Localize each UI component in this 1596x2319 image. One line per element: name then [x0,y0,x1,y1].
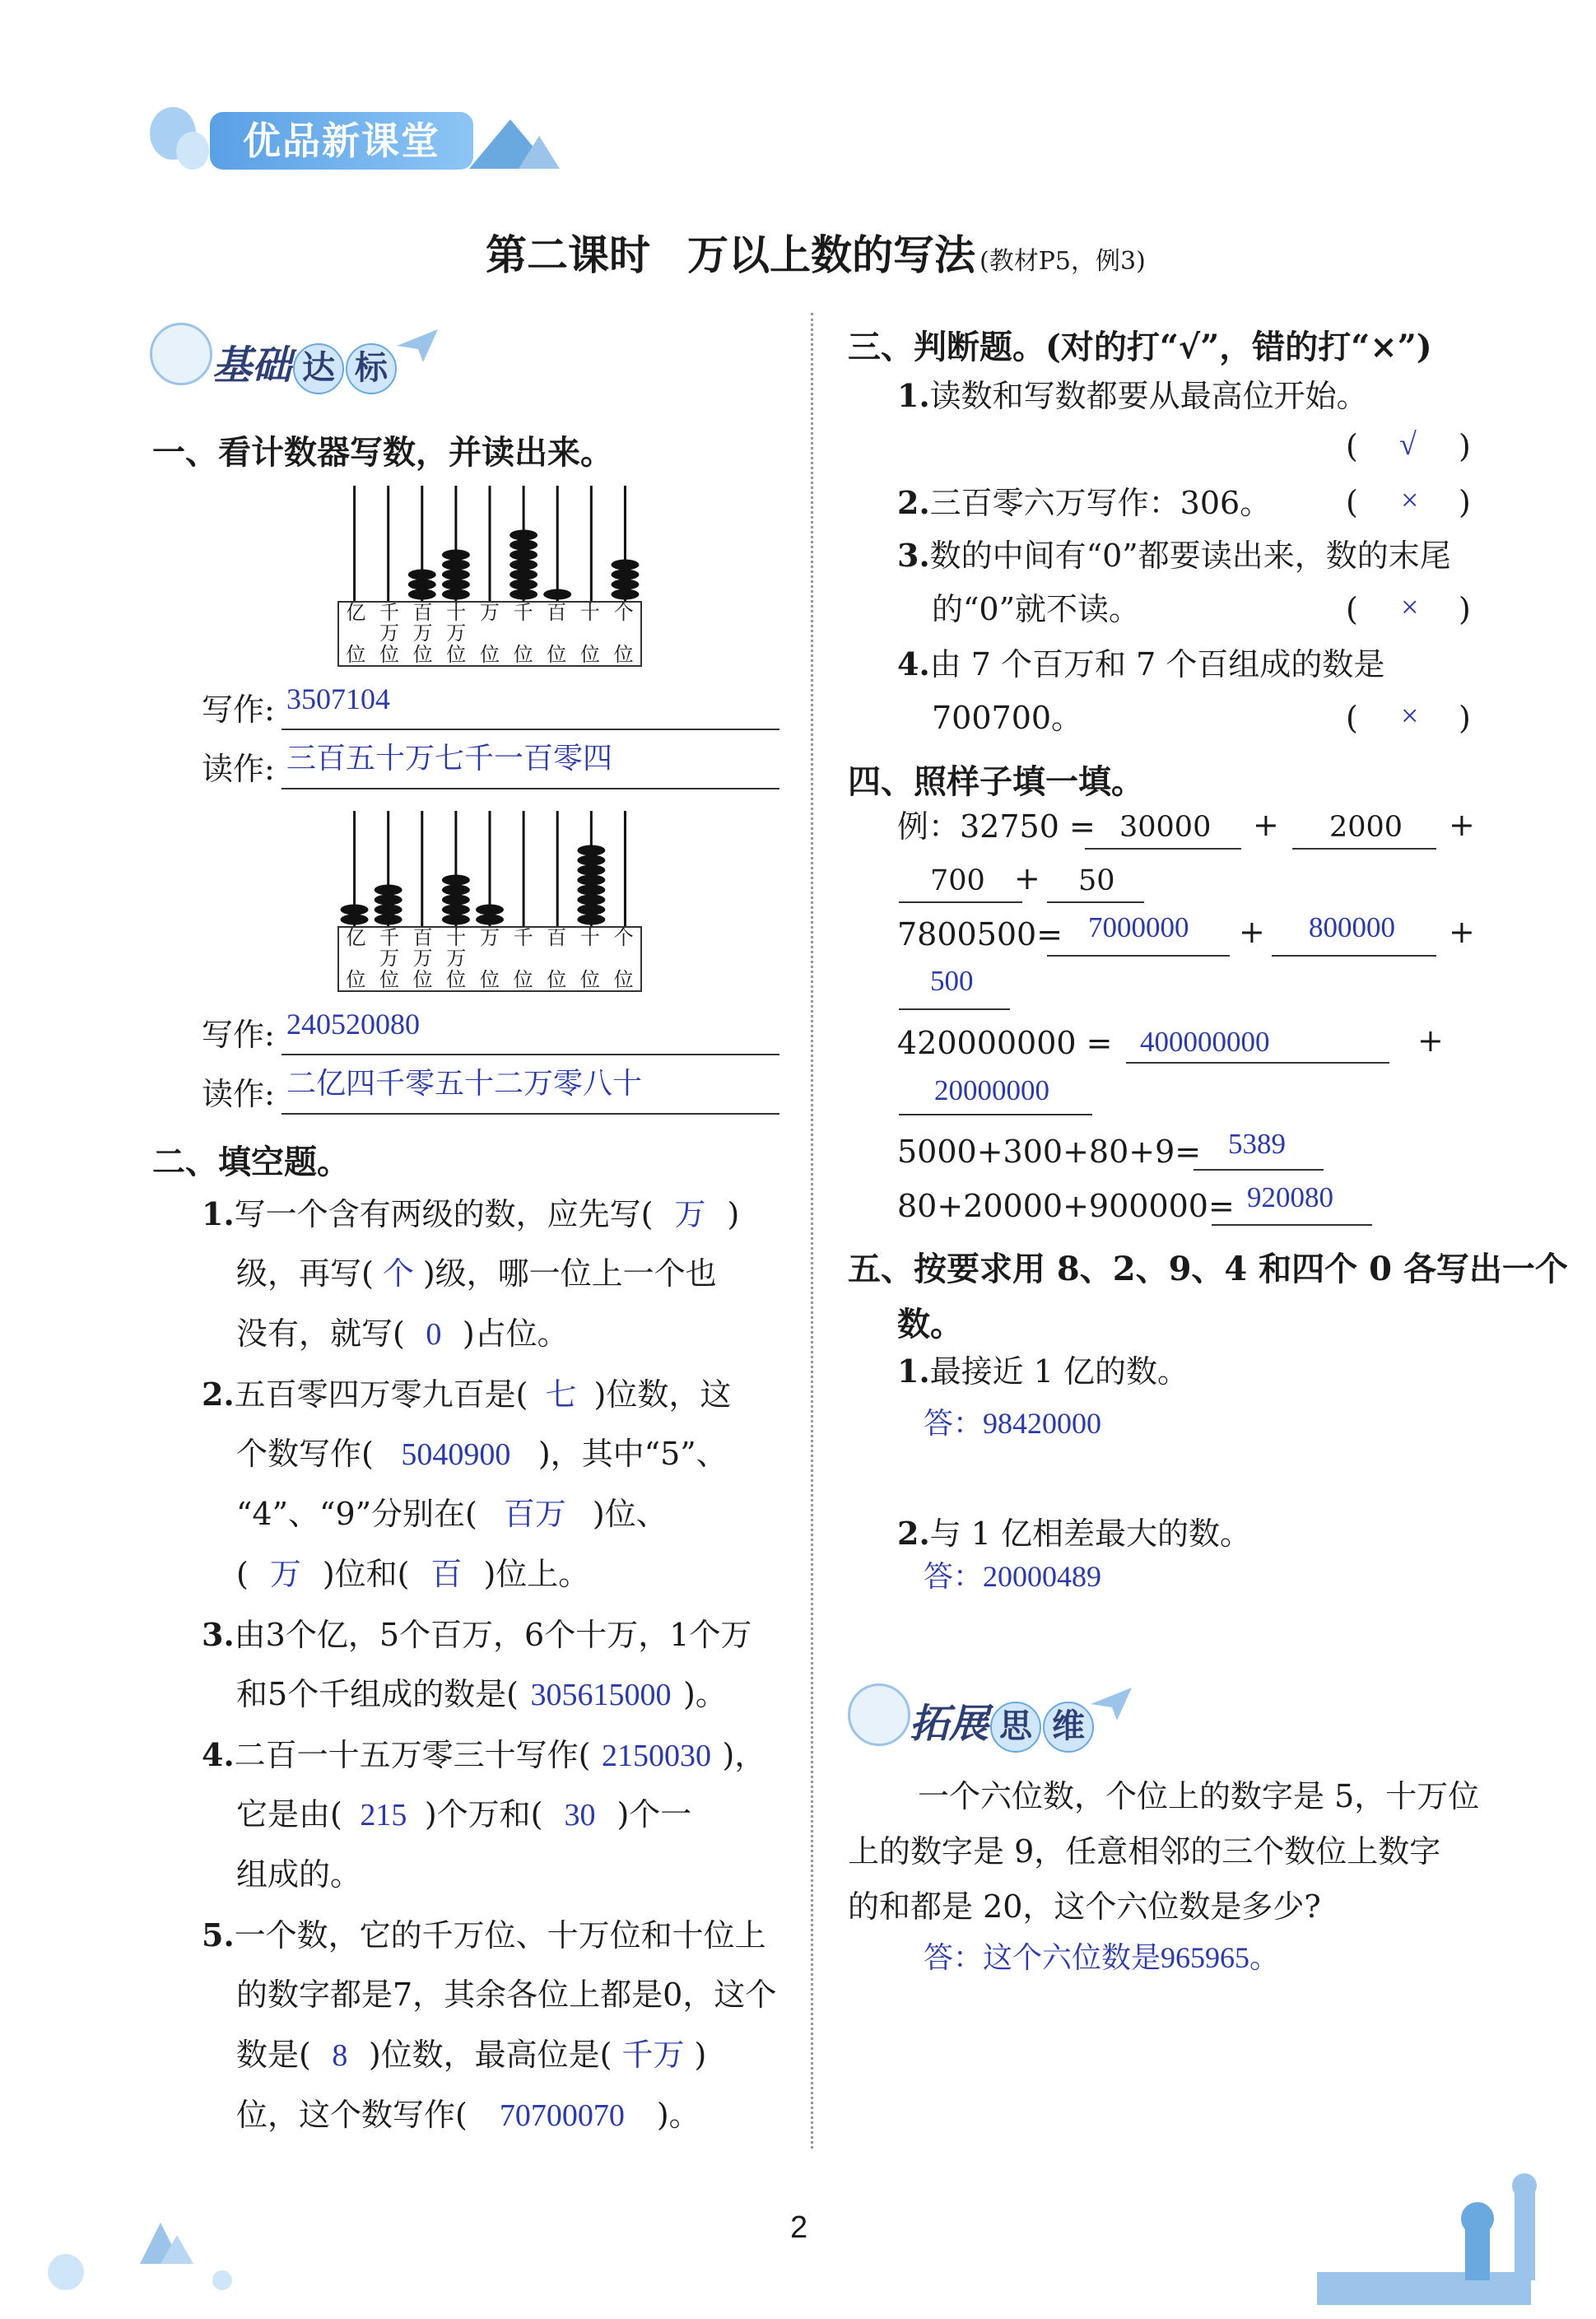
abacus-bead [510,540,537,551]
abacus-bead [442,905,470,915]
panda-mascot-icon [150,323,212,385]
q5-item-1-answer: 答：98420000 [924,1407,1102,1440]
balloon-decoration-icon [176,132,209,170]
abacus-place-label: 十 位 [579,601,600,666]
abacus-bead [375,915,402,925]
abacus-place-label: 万 位 [479,601,500,666]
q4-r2-line-2 [899,1114,1092,1115]
q4-r3-ans: 5389 [1228,1128,1286,1160]
q3-item-4-paren-open: ( [1346,700,1358,736]
abacus-1-labels [337,601,642,667]
q1-heading: 一、看计数器写数，并读出来。 [152,433,613,472]
abacus-bead [375,895,402,906]
q3-item-2-answer: × [1401,483,1419,518]
abacus-bead [341,915,369,925]
panda-mascot-icon [848,1683,910,1746]
q2-item-5-line-4: 位，这个数写作( 70700070 )。 [236,2097,700,2133]
q4-r1-line-2 [1272,955,1436,957]
textbook-reference: (教材P5，例3) [979,247,1146,276]
q2-item-2-line-2: 个数写作( 5040900 )，其中“5”、 [236,1436,728,1472]
abacus-1 [337,486,642,601]
q4-r1-ans-3: 500 [930,965,974,997]
abacus-bead [577,905,605,915]
q4-ex-line-4 [1047,901,1144,903]
q2-item-1-line-1: 1.写一个含有两级的数，应先写( 万 ) [202,1195,740,1232]
q4-r4-ans: 920080 [1247,1181,1333,1213]
q2-item-3-line-1: 3.由3个亿，5个百万，6个十万，1个万 [202,1616,752,1653]
abacus-bead [442,895,470,906]
q3-item-3-paren-open: ( [1346,591,1358,627]
extend-answer: 答：这个六位数是965965。 [924,1941,1280,1974]
q1-write-answer-2: 240520080 [286,1008,420,1041]
q4-r2-ans-2: 20000000 [934,1074,1049,1106]
abacus-place-label: 个 位 [613,601,634,666]
q3-item-4-paren-close: ) [1459,700,1471,736]
extend-question-line-3: 的和都是 20，这个六位数是多少? [848,1888,1321,1925]
q4-r4-lhs: 80+20000+900000= [897,1188,1235,1224]
q5-item-1-text: 1.最接近 1 亿的数。 [897,1353,1189,1390]
q3-item-2-paren-open: ( [1346,484,1358,520]
q2-item-4-line-2: 它是由( 215 )个万和( 30 )个一 [236,1796,692,1832]
q4-example-lhs: 例：32750 = [897,808,1096,845]
abacus-bead [543,589,571,600]
abacus-bead [442,875,470,886]
q4-r1-lhs: 7800500= [897,916,1063,952]
q4-ex-val-3: 700 [930,864,985,897]
abacus-bead [611,589,639,600]
q1-read-answer-1: 三百五十万七千一百零四 [286,742,613,775]
q4-r1-line-1 [1047,955,1230,957]
q2-item-2-line-3: “4”、“9”分别在( 百万 )位、 [236,1496,668,1532]
abacus-place-label: 亿 位 [346,601,366,666]
abacus-bead [408,570,436,580]
q1-write-label-2: 写作: [202,1017,275,1053]
abacus-bead [408,580,436,590]
q4-r2-lhs: 420000000 = [897,1025,1113,1061]
q4-plus: + [1417,1022,1444,1059]
q4-plus: + [1239,914,1265,950]
q2-item-1-line-2: 级，再写( 个 )级，哪一位上一个也 [236,1255,717,1292]
abacus-bead [577,915,605,925]
q4-r1-line-3 [899,1008,1010,1010]
abacus-bead [611,580,639,590]
q2-item-2-line-1: 2.五百零四万零九百是( 七 )位数，这 [202,1376,732,1413]
q4-r1-ans-1: 7000000 [1088,911,1189,943]
abacus-bead [408,589,436,600]
q3-item-1-text: 1.读数和写数都要从最高位开始。 [897,377,1368,414]
q4-plus: + [1449,807,1475,843]
abacus-bead [611,560,639,570]
section-basic-label: 基础 达 标 [212,333,397,394]
q5-heading-line-1: 五、按要求用 8、2、9、4 和四个 0 各写出一个 [848,1250,1568,1288]
q2-item-5-line-2: 的数字都是7，其余各位上都是0，这个 [236,1977,777,2013]
abacus-bead [442,589,470,600]
abacus-place-label: 千 万 位 [379,601,399,666]
abacus-bead [510,589,537,600]
q3-heading: 三、判断题。(对的打“√”，错的打“×”) [848,328,1432,366]
q4-r4-line [1212,1224,1372,1226]
footer-castle-icon [1301,2173,1580,2313]
q5-item-2-text: 2.与 1 亿相差最大的数。 [897,1515,1252,1552]
abacus-bead [476,915,504,925]
q4-plus: + [1014,860,1040,896]
q1-write-line-2 [282,1054,779,1055]
lesson-number: 第二课时 [486,231,650,279]
q2-heading: 二、填空题。 [152,1143,350,1181]
q1-write-line-1 [282,729,779,730]
q2-item-2-line-4: ( 万 )位和( 百 )位上。 [236,1556,590,1592]
abacus-place-label: 十 位 [579,926,600,991]
abacus-bead [577,895,605,906]
q4-ex-val-1: 30000 [1119,811,1212,844]
abacus-bead [577,845,605,856]
q3-item-4-text-1: 4.由 7 个百万和 7 个百组成的数是 [897,645,1385,682]
q4-plus: + [1449,914,1475,950]
q3-item-2-text: 2.三百零六万写作：306。 [897,484,1272,521]
abacus-bead [442,560,470,570]
q3-item-4-text-2: 700700。 [932,700,1083,736]
abacus-bead [577,885,605,896]
abacus-bead [476,905,504,915]
q3-item-4-answer: × [1401,699,1419,733]
extend-question-line-2: 上的数字是 9，任意相邻的三个数位上数字 [848,1833,1441,1870]
q2-item-4-line-3: 组成的。 [236,1856,362,1893]
abacus-bead [611,570,639,580]
q4-ex-val-2: 2000 [1329,811,1403,844]
q4-ex-line-1 [1085,848,1241,850]
q4-ex-val-4: 50 [1078,864,1115,897]
q3-item-1-paren-open: ( [1346,428,1358,464]
abacus-bead [577,855,605,866]
lesson-title: 万以上数的写法 [687,231,975,279]
abacus-place-label: 百 万 位 [412,926,433,991]
q2-item-1-line-3: 没有，就写( 0 )占位。 [236,1315,569,1352]
q4-heading: 四、照样子填一填。 [848,762,1144,801]
abacus-place-label: 百 万 位 [412,601,433,666]
q2-item-4-line-1: 4.二百一十五万零三十写作( 2150030 )， [202,1736,766,1773]
abacus-bead [442,570,470,580]
q4-r2-ans-1: 400000000 [1140,1026,1270,1058]
extend-question-line-1: 一个六位数，个位上的数字是 5，十万位 [918,1778,1480,1814]
q1-write-answer-1: 3507104 [286,682,390,715]
q3-item-1-answer: √ [1399,427,1417,462]
page-number: 2 [790,2210,808,2245]
abacus-bead [510,580,537,590]
section-extend-label: 拓展 思 维 [910,1692,1094,1753]
abacus-bead [375,885,402,896]
q3-item-3-text-1: 3.数的中间有“0”都要读出来，数的末尾 [897,537,1451,574]
abacus-2-labels [337,926,642,992]
abacus-bead [510,550,537,561]
q4-plus: + [1253,807,1279,843]
abacus-2 [337,811,642,926]
q1-read-line-1 [282,788,779,789]
abacus-place-label: 个 位 [613,926,634,991]
abacus-bead [510,570,537,580]
q3-item-3-paren-close: ) [1459,591,1471,627]
abacus-bead [442,915,470,925]
abacus-bead [375,905,402,915]
q3-item-3-answer: × [1401,590,1419,625]
q5-item-2-answer: 答：20000489 [924,1560,1102,1593]
q3-item-3-text-2: 的“0”就不读。 [932,591,1141,627]
q2-item-3-line-2: 和5个千组成的数是( 305615000 )。 [236,1676,727,1712]
abacus-place-label: 百 位 [547,926,567,991]
q3-item-2-paren-close: ) [1459,484,1471,520]
q4-ex-line-3 [899,901,1022,903]
q1-read-label-2: 读作: [202,1076,275,1112]
q2-item-5-line-3: 数是( 8 )位数，最高位是( 千万 ) [236,2037,707,2073]
paper-plane-icon [397,329,438,362]
abacus-place-label: 十 万 位 [446,926,467,991]
column-divider [811,313,813,2149]
q4-r3-line [1194,1169,1324,1171]
abacus-bead [510,560,537,570]
q4-r3-lhs: 5000+300+80+9= [897,1134,1202,1170]
abacus-bead [577,865,605,876]
q1-read-line-2 [282,1113,779,1115]
q5-heading-line-2: 数。 [897,1305,963,1343]
abacus-bead [577,875,605,886]
abacus-place-label: 千 万 位 [379,926,399,991]
q1-read-answer-2: 二亿四千零五十二万零八十 [286,1067,643,1100]
q4-r2-line-1 [1126,1062,1389,1064]
q1-read-label-1: 读作: [202,751,275,787]
abacus-place-label: 千 位 [513,926,533,991]
abacus-place-label: 千 位 [513,601,533,666]
q1-write-label-1: 写作: [202,692,275,728]
abacus-place-label: 万 位 [479,926,500,991]
triangle-decoration-icon [461,115,560,173]
abacus-bead [341,905,369,915]
abacus-bead [510,530,537,541]
abacus-place-label: 亿 位 [346,926,366,991]
abacus-bead [442,580,470,590]
q4-ex-line-2 [1292,848,1436,850]
footer-decoration-icon [16,2173,346,2313]
paper-plane-icon [1091,1688,1132,1721]
abacus-bead [442,550,470,561]
q3-item-1-paren-close: ) [1459,428,1471,464]
q2-item-5-line-1: 5.一个数，它的千万位、十万位和十位上 [202,1916,766,1953]
abacus-bead [442,885,470,896]
brand-logo: 优品新课堂 [210,112,473,170]
abacus-place-label: 百 位 [547,601,567,666]
q4-r1-ans-2: 800000 [1309,911,1395,943]
abacus-place-label: 十 万 位 [446,601,467,666]
